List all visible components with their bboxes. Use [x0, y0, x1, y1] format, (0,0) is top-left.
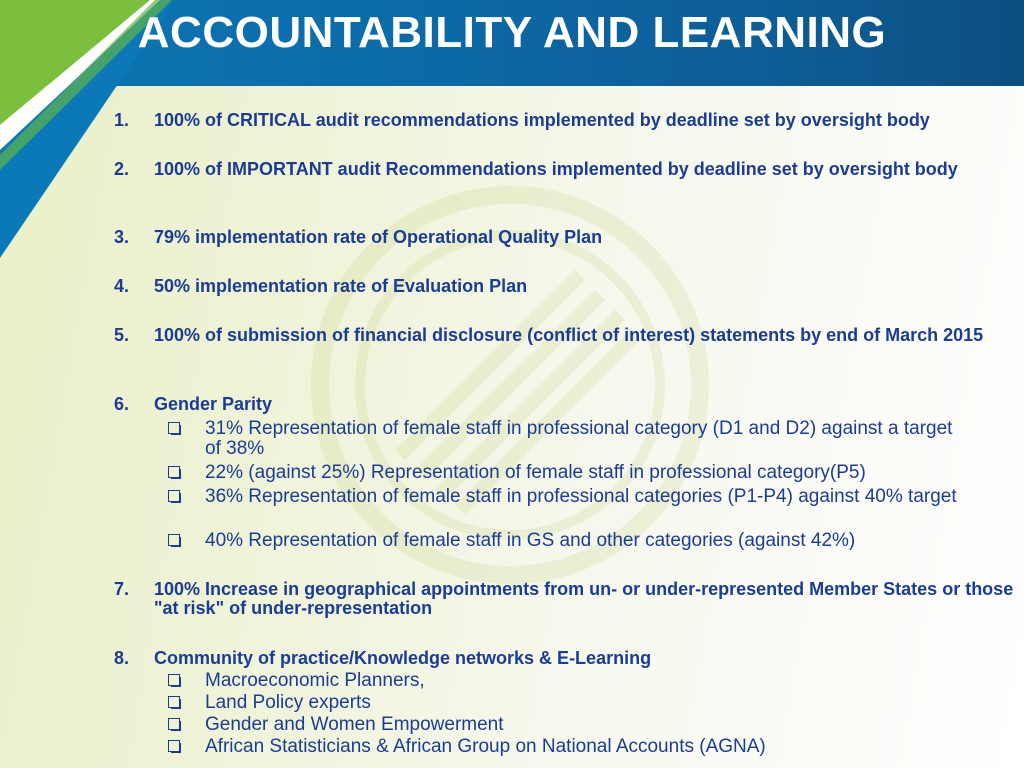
sub-list-item-text: African Statisticians & African Group on National Accounts (AGNA): [205, 736, 766, 757]
sub-list-item-text: 40% Representation of female staff in GS and other categories (against 42%): [205, 530, 856, 551]
list-item-number: 5.: [114, 325, 130, 345]
sub-list-item-text: Macroeconomic Planners,: [205, 670, 425, 691]
checkbox-bullet-icon: [168, 534, 180, 546]
list-item-number: 1.: [114, 110, 130, 130]
list-item-text: 79% implementation rate of Operational Quality Plan: [154, 227, 603, 247]
list-item-text: 100% of IMPORTANT audit Recommendations implemented by deadline set by oversight body: [154, 159, 958, 179]
checkbox-bullet-icon: [168, 490, 180, 502]
list-item-number: 3.: [114, 227, 130, 247]
checkbox-bullet-icon: [168, 674, 180, 686]
list-item-number: 8.: [114, 648, 130, 668]
sub-list-item-text: Gender and Women Empowerment: [205, 714, 504, 735]
checkbox-bullet-icon: [168, 718, 180, 730]
checkbox-bullet-icon: [168, 740, 180, 752]
checkbox-bullet-icon: [168, 422, 180, 434]
sub-list-item-text: 31% Representation of female staff in professional category (D1 and D2) against a target of 38%: [205, 418, 953, 459]
list-item-text: Community of practice/Knowledge networks & E-Learning: [154, 648, 652, 668]
sub-list-item-text: 22% (against 25%) Representation of female staff in professional category(P5): [205, 462, 866, 483]
list-item-text: 50% implementation rate of Evaluation Plan: [154, 276, 528, 296]
list-item-text: 100% Increase in geographical appointments from un- or under-represented Member States or those "at risk" of under-representation: [154, 579, 1014, 618]
list-item-text: Gender Parity: [154, 394, 273, 414]
list-item-text: 100% of submission of financial disclosure (conflict of interest) statements by end of March 2015: [154, 325, 984, 345]
page-title: ACCOUNTABILITY AND LEARNING: [137, 8, 887, 57]
list-item-number: 4.: [114, 276, 130, 296]
list-item-text: 100% of CRITICAL audit recommendations implemented by deadline set by oversight body: [154, 110, 930, 130]
sub-list-item-text: Land Policy experts: [205, 692, 371, 713]
list-item-number: 2.: [114, 159, 130, 179]
checkbox-bullet-icon: [168, 696, 180, 708]
sub-list-item-text: 36% Representation of female staff in professional categories (P1-P4) against 40% target: [205, 486, 957, 507]
list-item-number: 6.: [114, 394, 130, 414]
checkbox-bullet-icon: [168, 466, 180, 478]
list-item-number: 7.: [114, 579, 130, 599]
